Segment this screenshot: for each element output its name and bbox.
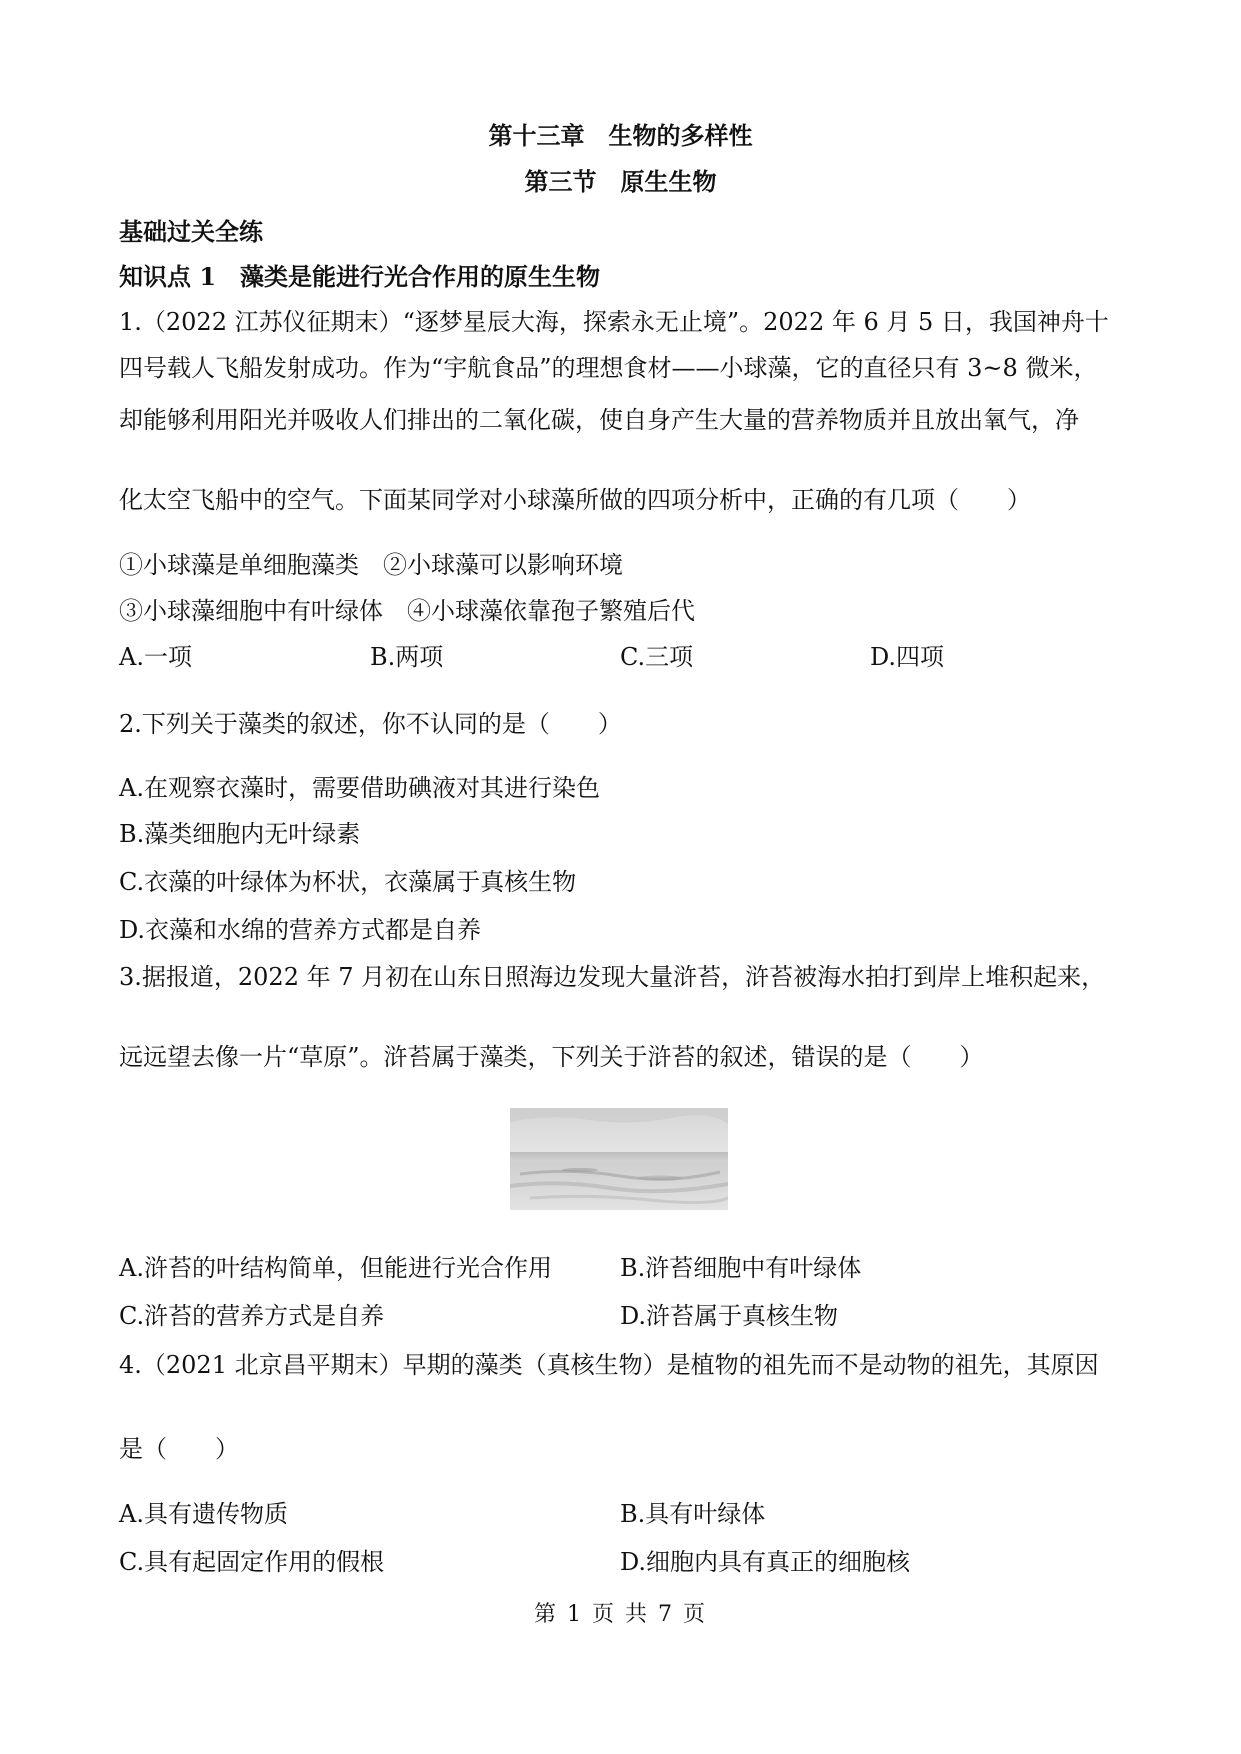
q2-option-c[interactable]: C.衣藻的叶绿体为杯状，衣藻属于真核生物 bbox=[119, 868, 577, 896]
q1-options bbox=[119, 641, 1119, 673]
q1-option-c[interactable]: C.三项 bbox=[620, 643, 694, 671]
q2-option-d[interactable]: D.衣藻和水绵的营养方式都是自养 bbox=[119, 916, 482, 944]
q2-option-b[interactable]: B.藻类细胞内无叶绿素 bbox=[119, 820, 361, 848]
practice-title: 基础过关全练 bbox=[119, 217, 263, 246]
q3-option-b[interactable]: B.浒苔细胞中有叶绿体 bbox=[620, 1254, 862, 1282]
q4-option-b[interactable]: B.具有叶绿体 bbox=[620, 1500, 766, 1528]
q1-stem-line: 却能够利用阳光并吸收人们排出的二氧化碳，使自身产生大量的营养物质并且放出氧气，净 bbox=[119, 406, 1079, 434]
q1-statement-line: ①小球藻是单细胞藻类 ②小球藻可以影响环境 bbox=[119, 551, 623, 579]
q4-stem-line: 是（ ） bbox=[119, 1435, 239, 1463]
q4-options-row-2 bbox=[119, 1546, 1119, 1578]
q4-option-c[interactable]: C.具有起固定作用的假根 bbox=[119, 1548, 385, 1576]
q1-option-a[interactable]: A.一项 bbox=[119, 643, 192, 671]
q1-stem-line: 1.（2022 江苏仪征期末）“逐梦星辰大海，探索永无止境”。2022 年 6 月 5 日，我国神舟十 bbox=[119, 308, 1109, 336]
section-title: 第三节 原生生物 bbox=[524, 167, 717, 196]
q1-statement-line: ③小球藻细胞中有叶绿体 ④小球藻依靠孢子繁殖后代 bbox=[119, 597, 695, 625]
q3-options-row-1 bbox=[119, 1252, 1119, 1284]
q2-option-a[interactable]: A.在观察衣藻时，需要借助碘液对其进行染色 bbox=[119, 774, 600, 802]
q3-option-d[interactable]: D.浒苔属于真核生物 bbox=[620, 1302, 839, 1330]
q3-options-row-2 bbox=[119, 1300, 1119, 1332]
seaweed-beach-photo bbox=[510, 1108, 728, 1210]
q1-stem-line: 四号载人飞船发射成功。作为“宇航食品”的理想食材——小球藻，它的直径只有 3~8 微米， bbox=[119, 354, 1098, 382]
q4-option-a[interactable]: A.具有遗传物质 bbox=[119, 1500, 288, 1528]
chapter-title: 第十三章 生物的多样性 bbox=[488, 121, 753, 150]
q1-option-b[interactable]: B.两项 bbox=[370, 643, 444, 671]
q3-stem-line: 远远望去像一片“草原”。浒苔属于藻类，下列关于浒苔的叙述，错误的是（ ） bbox=[119, 1043, 984, 1071]
q3-option-c[interactable]: C.浒苔的营养方式是自养 bbox=[119, 1302, 385, 1330]
q4-options-row-1 bbox=[119, 1498, 1119, 1530]
q1-option-d[interactable]: D.四项 bbox=[870, 643, 945, 671]
q2-stem: 2.下列关于藻类的叙述，你不认同的是（ ） bbox=[119, 710, 622, 738]
q3-option-a[interactable]: A.浒苔的叶结构简单，但能进行光合作用 bbox=[119, 1254, 552, 1282]
page-footer: 第 1 页 共 7 页 bbox=[534, 1602, 707, 1627]
q3-stem-line: 3.据报道，2022 年 7 月初在山东日照海边发现大量浒苔，浒苔被海水拍打到岸上堆积起来， bbox=[119, 963, 1106, 991]
q4-stem-line: 4.（2021 北京昌平期末）早期的藻类（真核生物）是植物的祖先而不是动物的祖先，其原因 bbox=[119, 1351, 1099, 1379]
knowledge-point-heading: 知识点 1 藻类是能进行光合作用的原生生物 bbox=[119, 262, 601, 291]
q4-option-d[interactable]: D.细胞内具有真正的细胞核 bbox=[620, 1548, 911, 1576]
q1-stem-line: 化太空飞船中的空气。下面某同学对小球藻所做的四项分析中，正确的有几项（ ） bbox=[119, 486, 1031, 514]
